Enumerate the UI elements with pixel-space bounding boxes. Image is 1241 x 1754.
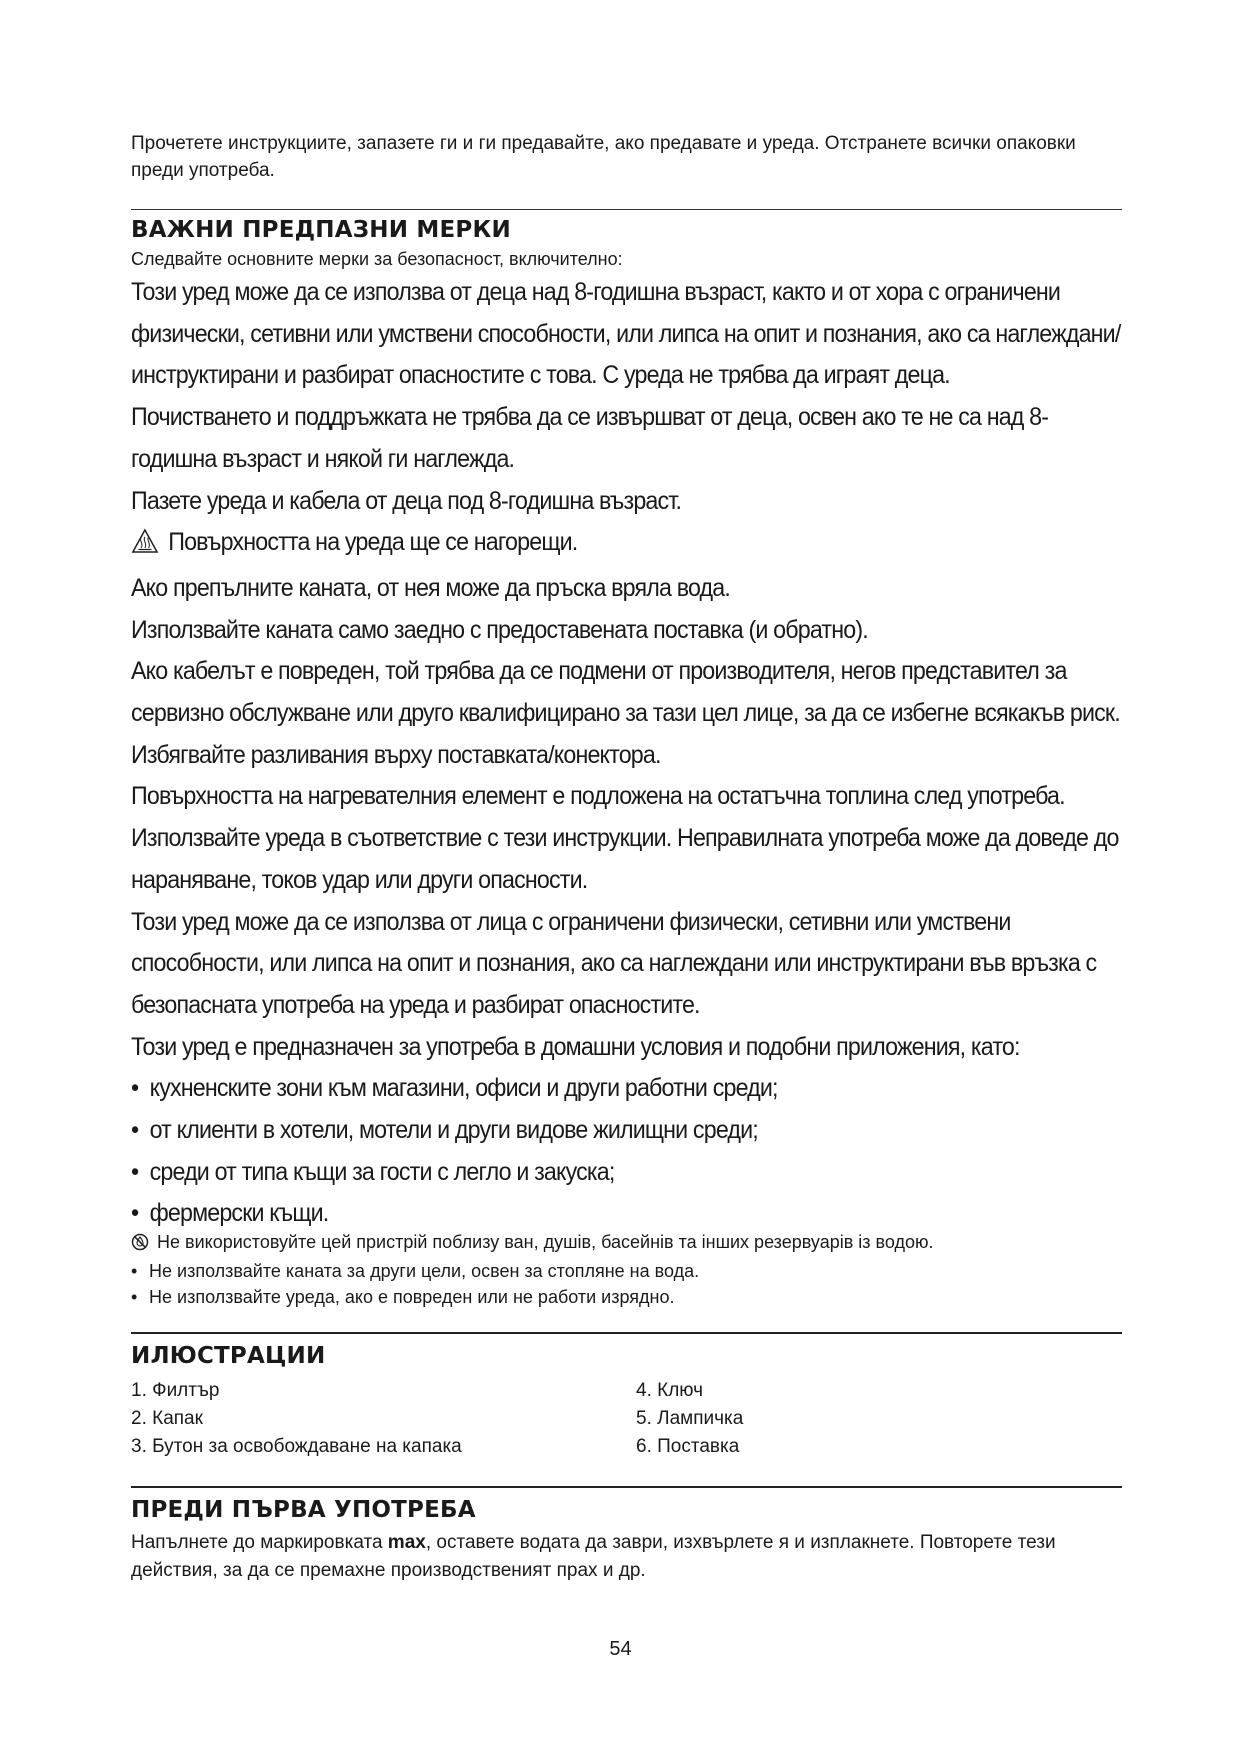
intro-text: Прочетете инструкциите, запазете ги и ги предавайте, ако предавате и уреда. Отстранете всички опаковки преди употреба. [131, 133, 1076, 181]
first-use-heading: ПРЕДИ ПЪРВА УПОТРЕБА [131, 1497, 476, 1524]
warning-item-hot-surface [131, 522, 1122, 568]
illustration-item: 3. Бутон за освобождаване на капака [131, 1436, 462, 1458]
note-item: • Не използвайте уреда, ако е повреден или не работи изрядно. [131, 1284, 1122, 1310]
first-use-text [131, 1529, 1122, 1585]
note-text: Не використовуйте цей пристрій поблизу ван, душів, басейнів та інших резервуарів із водою. [157, 1232, 934, 1253]
section-divider [131, 1332, 1122, 1334]
safety-heading: ВАЖНИ ПРЕДПАЗНИ МЕРКИ [131, 217, 511, 243]
small-notes [131, 1229, 1122, 1310]
warning-item: Използвайте уреда в съответствие с тези инструкции. Неправилната употреба може да доведе до нараняване, токов удар или други опасности. [131, 824, 1119, 894]
warning-item: Почистването и поддръжката не трябва да се извършват от деца, освен ако те не са над 8-годишна възраст и някой ги наглежда. [131, 403, 1049, 473]
warning-item: Този уред е предназначен за употреба в домашни условия и подобни приложения, като: [131, 1032, 1020, 1061]
hot-surface-icon [131, 526, 168, 568]
illustration-item: 4. Ключ [636, 1380, 704, 1402]
warning-item: Този уред може да се използва от деца над 8-годишна възраст, както и от хора с ограничени физически, сетивни или умствени способности, или липса на опит и познания, ако са наглеждани/инструктирани и разбират опасностите с това. С уреда не трябва да играят деца. [131, 278, 1121, 390]
first-use-text-start: Напълнете до маркировката [131, 1532, 388, 1554]
warning-item: Този уред може да се използва от лица с ограничени физически, сетивни или умствени способности, или липса на опит и познания, ако са наглеждани или инструктирани във връзка с безопасната употреба на уреда и разбират опасностите. [131, 907, 1097, 1019]
illustrations-list [131, 1377, 1122, 1461]
page-content [131, 130, 1122, 1585]
illustrations-heading: ИЛЮСТРАЦИИ [131, 1343, 326, 1370]
first-use-text-end: , оставете водата да заври, изхвърлете я и изплакнете. Повторете тези действия, за да се премахне производственият прах и др. [131, 1532, 1056, 1582]
illustration-item: 6. Поставка [636, 1436, 740, 1458]
illustration-item: 2. Капак [131, 1408, 203, 1430]
warning-item: Използвайте каната само заедно с предоставената поставка (и обратно). [131, 615, 868, 644]
warning-item: Ако кабелът е повреден, той трябва да се подмени от производителя, негов представител за сервизно обслужване или друго квалифицирано за тази цел лице, за да се избегне всякакъв риск. [131, 657, 1120, 728]
section-divider [131, 209, 1122, 210]
illustration-item: 1. Филтър [131, 1380, 220, 1402]
usage-bullet: • среди от типа къщи за гости с легло и закуска; [131, 1152, 1122, 1194]
warning-item: Ако препълните каната, от нея може да пръска вряла вода. [131, 573, 731, 602]
warnings-list [131, 272, 1122, 1235]
safety-subheading: Следвайте основните мерки за безопасност, включително: [131, 249, 623, 269]
page-number: 54 [609, 1638, 632, 1660]
illustration-item: 5. Лампичка [636, 1408, 744, 1430]
warning-item: Избягвайте разливания върху поставката/конектора. [131, 740, 661, 769]
no-water-icon [131, 1232, 157, 1258]
max-keyword: max [387, 1532, 426, 1554]
usage-bullet: • фермерски къщи. [131, 1193, 1122, 1235]
usage-bullet: • кухненските зони към магазини, офиси и други работни среди; [131, 1068, 1122, 1110]
warning-text: Повърхността на уреда ще се нагорещи. [168, 528, 578, 557]
section-divider [131, 1486, 1122, 1488]
warning-item: Повърхността на нагревателния елемент е подложена на остатъчна топлина след употреба. [131, 782, 1065, 811]
note-item: • Не използвайте каната за други цели, освен за стопляне на вода. [131, 1258, 1122, 1284]
warning-item: Пазете уреда и кабела от деца под 8-годишна възраст. [131, 486, 682, 515]
usage-bullet: • от клиенти в хотели, мотели и други видове жилищни среди; [131, 1110, 1122, 1152]
